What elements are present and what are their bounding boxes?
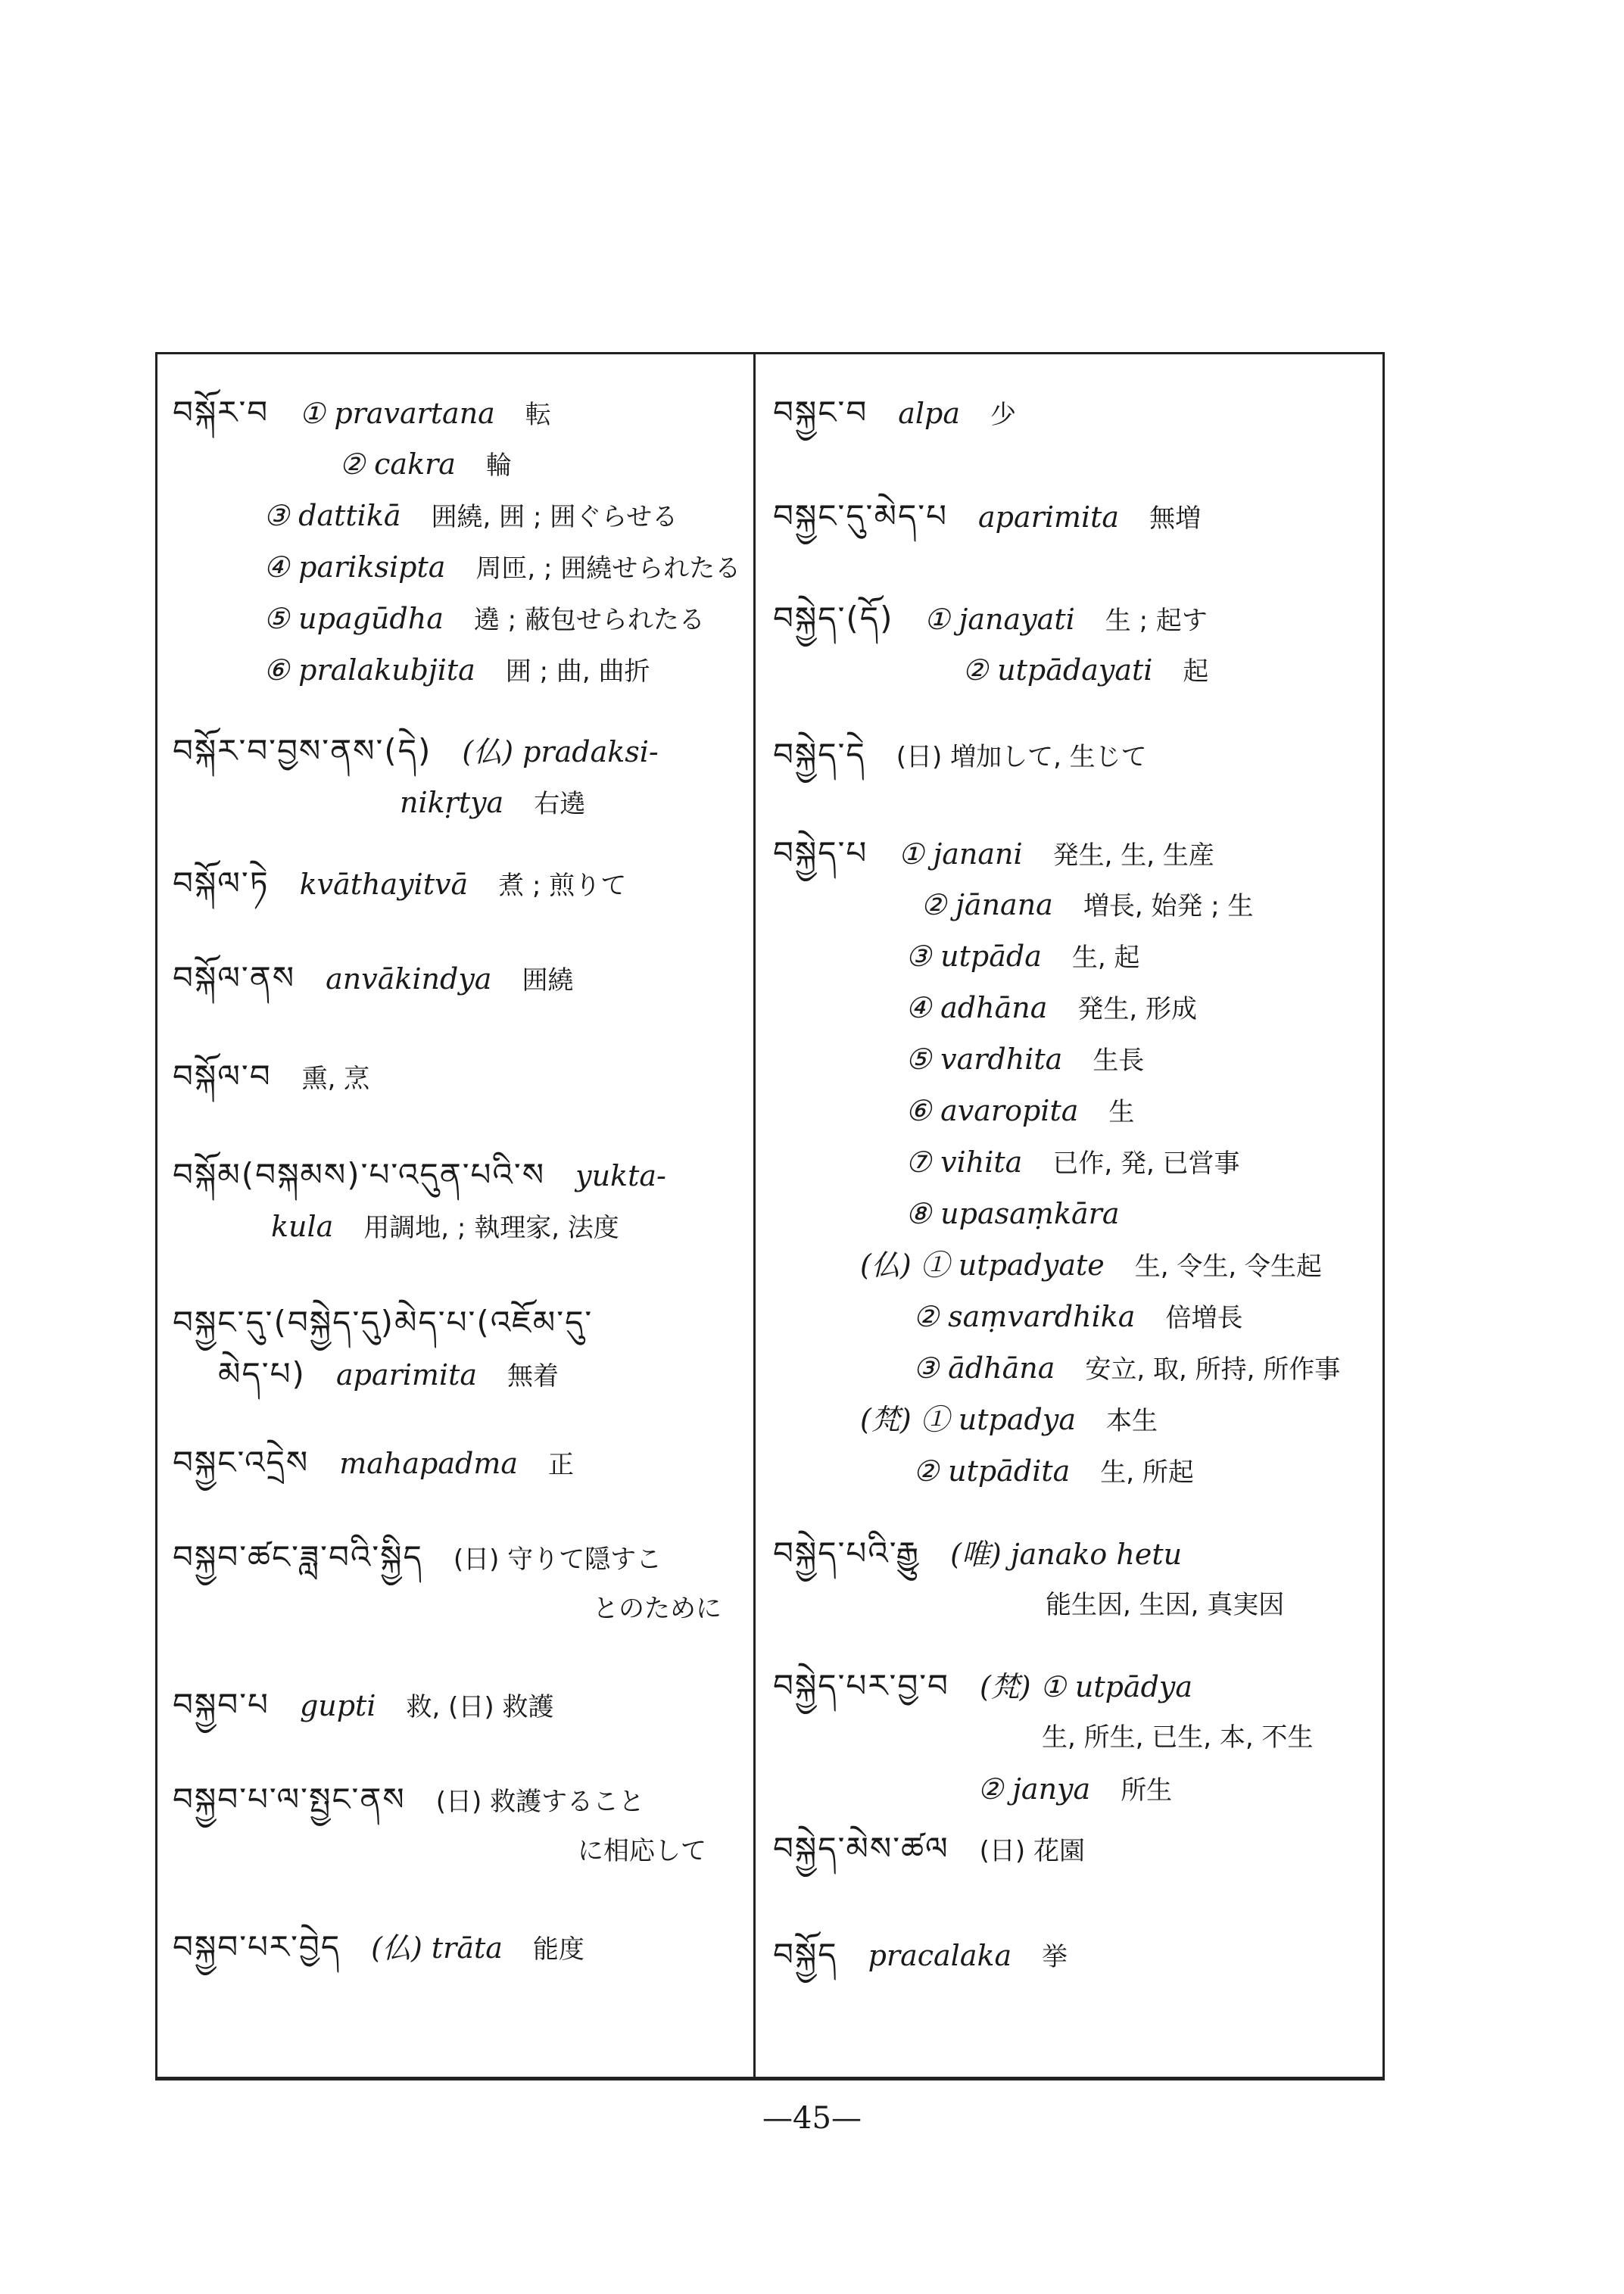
tibetan-term: བསྐོར་བ་བྱས་ནས་(དེ)	[173, 732, 432, 769]
japanese-gloss: 増長, 始発 ; 生	[1083, 891, 1254, 921]
sanskrit-equivalent: kula	[271, 1210, 334, 1243]
entry-subline	[860, 1248, 1322, 1283]
entry-headline	[773, 834, 1214, 872]
sanskrit-equivalent: ① pravartana	[299, 397, 495, 430]
entry-headline	[173, 396, 551, 432]
tibetan-term: བསྐྱེད་མེས་ཚལ	[773, 1830, 949, 1867]
entry-headline	[173, 1538, 662, 1576]
sanskrit-equivalent: ③ utpāda	[906, 940, 1042, 973]
sanskrit-equivalent: ② utpādayati	[962, 653, 1153, 687]
sanskrit-equivalent: ① janayati	[924, 603, 1075, 636]
entry-headline	[173, 1306, 623, 1342]
japanese-gloss: 能生因, 生因, 真実因	[1046, 1590, 1285, 1620]
japanese-gloss: 生, 令生, 令生起	[1134, 1251, 1322, 1282]
japanese-gloss: 所生	[1121, 1775, 1173, 1806]
entry-subline	[218, 1357, 559, 1393]
tibetan-term: བསྐྱང་དུ་མེད་པ	[773, 497, 949, 535]
sanskrit-equivalent: ② janya	[977, 1772, 1091, 1806]
japanese-gloss: 生	[1108, 1097, 1135, 1127]
page-number: —45—	[762, 2101, 862, 2136]
entry-subline	[593, 1592, 722, 1625]
japanese-gloss: 能度	[532, 1934, 584, 1965]
sanskrit-equivalent: ⑤ vardhita	[906, 1043, 1063, 1076]
tibetan-term: བསྐྱེད་པར་བྱ་བ	[773, 1667, 949, 1704]
entry-headline	[773, 1537, 1212, 1572]
japanese-gloss: 煮 ; 煎りて	[498, 871, 627, 901]
entry-headline	[773, 497, 1202, 535]
sanskrit-equivalent: aparimita	[335, 1358, 478, 1392]
right-column	[759, 352, 1378, 2074]
sanskrit-equivalent: mahapadma	[339, 1447, 519, 1480]
sanskrit-equivalent: (仏) trāta	[371, 1931, 503, 1965]
tibetan-term: བསྐྱེད་པ	[773, 834, 868, 871]
entry-subline	[906, 1197, 1149, 1232]
tibetan-term: བསྐོར་བ	[173, 394, 270, 431]
entry-subline	[1042, 1721, 1313, 1754]
entry-headline	[773, 738, 1147, 774]
entry-subline	[263, 602, 705, 637]
entry-headline	[173, 734, 689, 770]
japanese-gloss: 輪	[485, 450, 512, 481]
sanskrit-equivalent: kvāthayitvā	[299, 868, 469, 901]
japanese-gloss: 安立, 取, 所持, 所作事	[1085, 1354, 1341, 1385]
sanskrit-equivalent: (仏) pradaksi-	[462, 735, 659, 768]
sanskrit-equivalent: ⑦ vihita	[906, 1145, 1023, 1179]
tibetan-term: བསྐྱབ་པ་ལ་སྤྱང་ནས	[173, 1781, 406, 1818]
japanese-gloss: 生, 起	[1071, 943, 1140, 973]
entry-subline	[400, 786, 585, 821]
japanese-gloss: 救, (日) 救護	[406, 1692, 554, 1722]
japanese-gloss: 起	[1183, 656, 1209, 687]
sanskrit-equivalent: ④ adhāna	[906, 991, 1048, 1024]
sanskrit-equivalent: (梵) ① utpadya	[860, 1403, 1076, 1436]
japanese-gloss: (日) 救護すること	[435, 1787, 645, 1817]
sanskrit-equivalent: (梵) ① utpādya	[979, 1670, 1193, 1703]
entry-headline	[773, 602, 1208, 637]
tibetan-term: མེད་པ)	[218, 1355, 306, 1392]
japanese-gloss: 用調地, ; 執理家, 法度	[363, 1213, 619, 1243]
sanskrit-equivalent: ① janani	[898, 837, 1023, 871]
entry-subline	[339, 447, 512, 482]
japanese-gloss: 右遶	[534, 789, 586, 819]
japanese-gloss: 無増	[1149, 503, 1202, 534]
sanskrit-equivalent: ② saṃvardhika	[913, 1300, 1136, 1333]
sanskrit-equivalent: alpa	[898, 397, 961, 430]
entry-headline	[173, 1060, 369, 1096]
entry-subline	[860, 1403, 1158, 1438]
japanese-gloss: 生, 所起	[1100, 1457, 1194, 1488]
sanskrit-equivalent: gupti	[299, 1689, 376, 1722]
entry-subline	[1046, 1588, 1284, 1622]
japanese-gloss: 発生, 形成	[1077, 994, 1198, 1024]
sanskrit-equivalent: ⑧ upasaṃkāra	[906, 1197, 1120, 1230]
left-column	[159, 352, 750, 2074]
entry-subline	[913, 1300, 1242, 1335]
sanskrit-equivalent: nikṛtya	[400, 786, 504, 819]
entry-headline	[773, 1938, 1068, 1974]
tibetan-term: བསྐྱབ་པར་བྱེད	[173, 1928, 341, 1965]
entry-subline	[263, 550, 740, 585]
sanskrit-equivalent: ⑤ upagūdha	[263, 602, 444, 635]
tibetan-term: བསྐོལ་བ	[173, 1058, 272, 1095]
tibetan-term: བསྐྱེད་དེ	[773, 736, 866, 773]
entry-subline	[913, 1351, 1340, 1386]
japanese-gloss: 囲繞	[522, 965, 574, 996]
japanese-gloss: 正	[548, 1450, 575, 1480]
entry-subline	[906, 1043, 1144, 1077]
entry-subline	[977, 1772, 1172, 1807]
entry-subline	[962, 653, 1208, 688]
entry-headline	[773, 396, 1016, 432]
japanese-gloss: 生, 所生, 已生, 本, 不生	[1042, 1722, 1314, 1753]
tibetan-term: བསྐོལ་ནས	[173, 959, 296, 996]
sanskrit-equivalent: ③ ādhāna	[913, 1351, 1055, 1385]
sanskrit-equivalent: ③ dattikā	[263, 499, 401, 532]
sanskrit-equivalent: ② cakra	[339, 447, 456, 481]
japanese-gloss: 本生	[1105, 1406, 1158, 1436]
sanskrit-equivalent: ⑥ pralakubjita	[263, 653, 475, 687]
sanskrit-equivalent: pracalaka	[868, 1939, 1012, 1972]
entry-headline	[173, 1158, 697, 1194]
japanese-gloss: 転	[525, 400, 551, 430]
japanese-gloss: 無着	[507, 1361, 560, 1392]
japanese-gloss: に相応して	[578, 1836, 706, 1866]
japanese-gloss: 生 ; 起す	[1105, 606, 1208, 636]
tibetan-term: བསྐྱང་བ	[773, 394, 868, 431]
japanese-gloss: 熏, 烹	[301, 1064, 370, 1094]
entry-subline	[906, 991, 1197, 1026]
japanese-gloss: 少	[990, 400, 1017, 430]
entry-subline	[263, 499, 678, 534]
tibetan-term: བསྐྱབ་པ	[173, 1686, 270, 1723]
entry-headline	[173, 959, 574, 997]
sanskrit-equivalent: (唯) janako hetu	[950, 1538, 1183, 1571]
entry-subline	[906, 1094, 1134, 1129]
entry-headline	[173, 1928, 584, 1966]
sanskrit-equivalent: ⑥ avaropita	[906, 1094, 1079, 1127]
entry-headline	[173, 1783, 644, 1819]
tibetan-term: བསྐོལ་ཏེ	[173, 865, 270, 902]
entry-headline	[173, 1446, 574, 1482]
japanese-gloss: 生長	[1093, 1046, 1145, 1076]
entry-subline	[921, 888, 1254, 923]
japanese-gloss: 已作, 発, 已営事	[1052, 1149, 1240, 1179]
column-divider	[753, 352, 756, 2080]
entry-subline	[271, 1210, 619, 1245]
entry-headline	[773, 1832, 1085, 1868]
entry-headline	[173, 867, 626, 902]
tibetan-term: བསྐྱབ་ཚང་ཟླ་བའི་སྐྱིད	[173, 1538, 423, 1576]
japanese-gloss: 挙	[1042, 1942, 1068, 1972]
japanese-gloss: 囲繞, 囲 ; 囲ぐらせる	[431, 502, 678, 532]
japanese-gloss: 倍増長	[1165, 1303, 1243, 1333]
tibetan-term: བསྐྱང་འདྲེས	[173, 1444, 310, 1481]
entry-subline	[906, 940, 1139, 974]
entry-headline	[173, 1688, 553, 1724]
japanese-gloss: (日) 花園	[979, 1836, 1085, 1866]
japanese-gloss: (日) 守りて隠すこ	[453, 1544, 662, 1575]
tibetan-term: བསྐོམ(བསྐམས)་པ་འདུན་པའི་ས	[173, 1156, 546, 1193]
tibetan-term: བསྐྱོད	[773, 1936, 838, 1973]
entry-subline	[913, 1454, 1194, 1489]
japanese-gloss: 周匝, ; 囲繞せられたる	[475, 553, 741, 584]
japanese-gloss: (日) 増加して, 生じて	[896, 742, 1147, 772]
japanese-gloss: とのために	[593, 1594, 722, 1624]
entry-subline	[263, 653, 650, 688]
sanskrit-equivalent: aparimita	[978, 500, 1120, 534]
japanese-gloss: 遶 ; 蔽包せられたる	[473, 605, 705, 635]
japanese-gloss: 発生, 生, 生産	[1052, 840, 1214, 871]
sanskrit-equivalent: yukta-	[575, 1159, 666, 1192]
sanskrit-equivalent: ④ pariksipta	[263, 550, 446, 584]
tibetan-term: བསྐྱེད་(དོ)	[773, 600, 894, 637]
sanskrit-equivalent: ② jānana	[921, 888, 1053, 921]
sanskrit-equivalent: anvākindya	[326, 962, 492, 996]
entry-subline	[578, 1834, 706, 1868]
tibetan-term: བསྐྱང་དུ་(བསྐྱེད་དུ)མེད་པ་(འཇོམ་དུ་	[173, 1304, 594, 1341]
japanese-gloss: 囲 ; 曲, 曲折	[505, 656, 650, 687]
sanskrit-equivalent: ② utpādita	[913, 1454, 1071, 1488]
sanskrit-equivalent: (仏) ① utpadyate	[860, 1248, 1105, 1282]
entry-subline	[906, 1145, 1240, 1180]
tibetan-term: བསྐྱེད་པའི་རྒྱུ	[773, 1535, 921, 1572]
entry-headline	[773, 1669, 1223, 1705]
